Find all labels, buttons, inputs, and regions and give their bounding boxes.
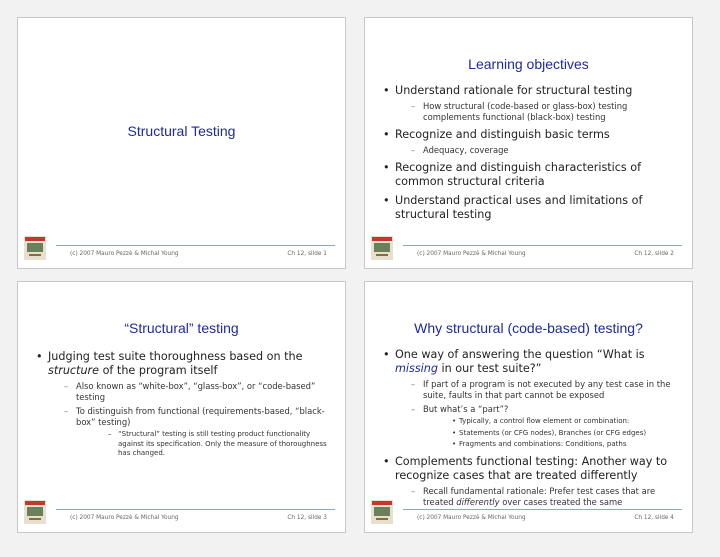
bullet-text: in our test suite?” [437,362,542,375]
bullet [379,455,684,508]
sub-bullet: – How structural (code-based or glass-box) testing complements functional (black-box) testing [395,101,682,123]
bullet-text: Judging test suite thoroughness based on the [48,350,303,363]
footer-copyright: (c) 2007 Mauro Pezzè & Michal Young [70,515,179,521]
book-cover-logo [371,236,393,260]
sub-bullet-text: over cases treated the same [499,496,623,507]
sub-bullet-text: Recall fundamental rationale: Prefer test cases that are treated [423,485,656,507]
slide-content [32,350,329,464]
bullet: • Understand practical uses and limitations of structural testing [379,194,682,222]
emphasis-text: structure [48,364,100,377]
slide-number: Ch 12, slide 2 [634,251,674,257]
slide-4 [364,281,693,533]
footer-copyright: (c) 2007 Mauro Pezzè & Michal Young [70,251,179,257]
sub-sub-bullet: • Typically, a control flow element or combination: [423,417,684,427]
bullet-text: Recognize and distinguish basic terms [395,128,610,141]
slide-title: Structural Testing [127,123,236,139]
bullet [32,350,329,459]
bullet [379,128,682,156]
sub-sub-bullet: – “Structural” testing is still testing product functionality against its specification. Only the measure of thoroughness has changed. [76,430,329,459]
sub-bullet: – If part of a program is not executed by any test case in the suite, faults in that part cannot be exposed [395,379,684,401]
slide-2 [364,17,693,269]
footer-divider [56,245,335,246]
emphasis-text: missing [395,362,438,375]
emphasis-text: differently [456,496,500,507]
sub-bullet-text: To distinguish from functional (requirements-based, “black-box” testing) [76,406,325,427]
bullet: • Recognize and distinguish characteristics of common structural criteria [379,161,682,189]
slide-title: Learning objectives [468,56,589,72]
sub-sub-bullet: • Statements (or CFG nodes), Branches (or CFG edges) [423,429,684,439]
sub-bullet: – Adequacy, coverage [395,145,682,156]
slide-title: Why structural (code-based) testing? [414,320,643,336]
slide-number: Ch 12, slide 1 [287,251,327,257]
slide-number: Ch 12, slide 3 [287,515,327,521]
sub-bullet [395,486,684,508]
book-cover-logo [24,500,46,524]
bullet-text: Complements functional testing: Another way to recognize cases that are treated differently [395,454,668,482]
sub-bullet-text: But what’s a “part”? [423,404,509,414]
slide-3 [17,281,346,533]
slide-1 [17,17,346,269]
bullet [379,348,684,450]
sub-bullet [395,404,684,450]
bullet [379,84,682,123]
bullet-text: Understand rationale for structural testing [395,84,633,97]
sub-bullet: – Also known as “white-box”, “glass-box”, or “code-based” testing [48,381,329,403]
book-cover-logo [24,236,46,260]
slide-content [379,84,682,227]
bullet-text: of the program itself [99,364,218,377]
footer-copyright: (c) 2007 Mauro Pezzè & Michal Young [417,515,526,521]
footer-divider [403,245,682,246]
slide-number: Ch 12, slide 4 [634,515,674,521]
book-cover-logo [371,500,393,524]
slide-title: “Structural” testing [124,320,239,336]
bullet-text: One way of answering the question “What is [395,348,645,361]
footer-divider [403,509,682,510]
footer-copyright: (c) 2007 Mauro Pezzè & Michal Young [417,251,526,257]
sub-bullet [48,406,329,459]
sub-sub-bullet: • Fragments and combinations: Conditions, paths [423,440,684,450]
slide-content [379,348,684,513]
footer-divider [56,509,335,510]
